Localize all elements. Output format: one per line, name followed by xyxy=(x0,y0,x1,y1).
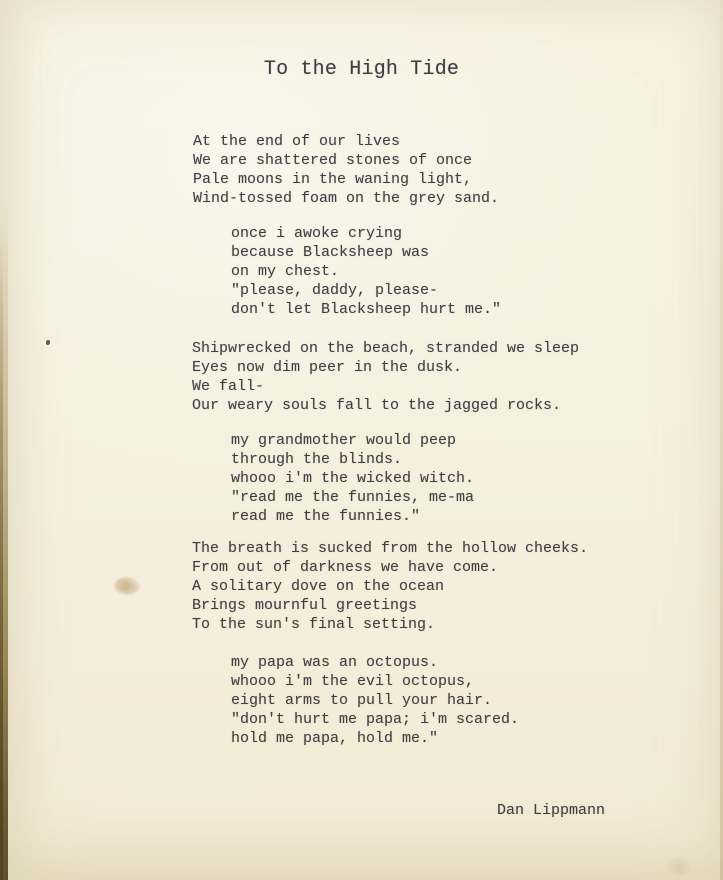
poem-line: At the end of our lives xyxy=(193,133,401,150)
stanza-6-indented xyxy=(231,653,519,748)
poem-line: A solitary dove on the ocean xyxy=(192,578,445,595)
stanza-5 xyxy=(192,539,588,634)
poem-line: To the sun's final setting. xyxy=(192,616,436,633)
poem-line: on my chest. xyxy=(231,263,340,280)
poem-line: read me the funnies." xyxy=(231,508,421,525)
poem-line: eight arms to pull your hair. xyxy=(231,692,493,709)
ink-stain xyxy=(114,577,140,595)
poem-line: Wind-tossed foam on the grey sand. xyxy=(193,190,500,207)
poem-line: From out of darkness we have come. xyxy=(192,559,499,576)
poem-line: my grandmother would peep xyxy=(231,432,457,449)
book-page-edge-shadow xyxy=(0,238,3,880)
poem-line: once i awoke crying xyxy=(231,225,403,242)
poem-line: hold me papa, hold me." xyxy=(231,730,439,747)
poem-line: Shipwrecked on the beach, stranded we sleep xyxy=(192,340,580,357)
poem-line: because Blacksheep was xyxy=(231,244,430,261)
corner-smudge xyxy=(662,858,696,876)
poem-line: whooo i'm the evil octopus, xyxy=(231,673,475,690)
poem-line: through the blinds. xyxy=(231,451,403,468)
poem-line: don't let Blacksheep hurt me." xyxy=(231,301,502,318)
author-signature: Dan Lippmann xyxy=(497,802,606,819)
poem-line: whooo i'm the wicked witch. xyxy=(231,470,475,487)
poem-line: Eyes now dim peer in the dusk. xyxy=(192,359,463,376)
poem-line: We are shattered stones of once xyxy=(193,152,473,169)
poem-line: The breath is sucked from the hollow cheeks. xyxy=(192,540,589,557)
poem-line: Our weary souls fall to the jagged rocks. xyxy=(192,397,562,414)
stanza-3 xyxy=(192,339,579,415)
poem-line: my papa was an octopus. xyxy=(231,654,439,671)
poem-line: Pale moons in the waning light, xyxy=(193,171,473,188)
poem-line: "please, daddy, please- xyxy=(231,282,439,299)
poem-line: "don't hurt me papa; i'm scared. xyxy=(231,711,520,728)
poem-line: We fall- xyxy=(192,378,265,395)
poem-title: To the High Tide xyxy=(263,58,460,81)
poem-line: Brings mournful greetings xyxy=(192,597,418,614)
stanza-2-indented xyxy=(231,224,501,319)
stanza-1 xyxy=(193,132,499,208)
paper-speck xyxy=(46,340,50,345)
poem-line: "read me the funnies, me-ma xyxy=(231,489,475,506)
stanza-4-indented xyxy=(231,431,474,526)
